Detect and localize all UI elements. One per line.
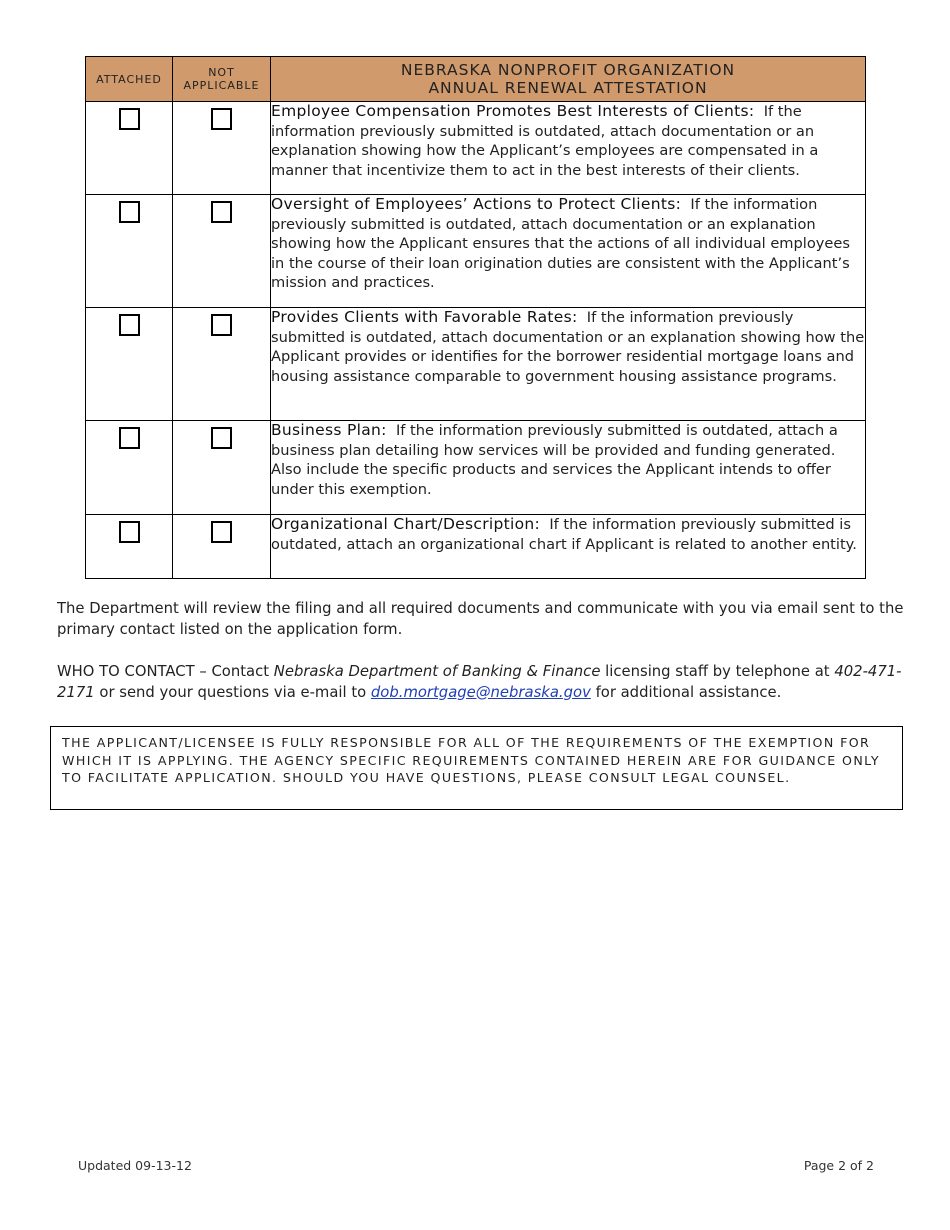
not-applicable-checkbox[interactable] [211,201,232,223]
row-title: Business Plan: [271,421,387,439]
header-title [271,57,866,102]
not-applicable-checkbox[interactable] [211,314,232,336]
row-text: If the information previously submitted is outdated, attach documentation or an explanation showing how the Applicant ensures that the actions of all individual employees in the course of their loan origination duties are consistent with the Applicant’s mission and practices. [271,196,850,292]
header-not-applicable-line1: NOT [208,66,235,79]
contact-email-lead: or send your questions via e-mail to [99,683,367,701]
review-paragraph: The Department will review the filing and all required documents and communicate with you via email sent to the primary contact listed on the application form. [57,600,904,638]
contact-phone: 402-471-2171 [57,663,902,701]
not-applicable-checkbox[interactable] [211,108,232,130]
disclaimer-notice: THE APPLICANT/LICENSEE IS FULLY RESPONSIBLE FOR ALL OF THE REQUIREMENTS OF THE EXEMPTION FOR WHICH IT IS APPLYING. THE AGENCY SPECIFIC REQUIREMENTS CONTAINED HEREIN ARE FOR GUIDANCE ONLY TO FACILITATE APPLICATION. SHOULD YOU HAVE QUESTIONS, PLEASE CONSULT LEGAL COUNSEL. [50,726,903,810]
contact-middle: licensing staff by telephone at [605,663,830,680]
contact-department: Nebraska Department of Banking & Finance [273,663,601,680]
not-applicable-checkbox[interactable] [211,427,232,449]
table-header-row [86,57,866,102]
row-description [271,421,866,515]
row-description [271,102,866,195]
table-row [86,308,866,421]
footer-page-number: Page 2 of 2 [803,1158,874,1173]
not-applicable-checkbox[interactable] [211,521,232,543]
row-description [271,308,866,421]
row-text: If the information previously submitted is outdated, attach documentation or an explanation showing how the Applicant provides or identifies for the borrower residential mortgage loans and housing assistance comparable to government housing assistance programs. [271,309,865,385]
attestation-table [85,56,866,579]
row-description [271,515,866,579]
row-text: If the information previously submitted is outdated, attach documentation or an explanation showing how the Applicant’s employees are compensated in a manner that incentivize them to act in the best interests of their clients. [271,103,819,179]
row-title: Organizational Chart/Description: [271,515,541,533]
contact-prefix: WHO TO CONTACT – Contact [57,663,270,680]
row-text: If the information previously submitted is outdated, attach a business plan detailing how services will be provided and funding generated. Also include the specific products and services the Applicant intends to offer under this exemption. [271,422,838,498]
row-title: Oversight of Employees’ Actions to Protect Clients: [271,195,682,213]
table-row [86,421,866,515]
header-not-applicable-line2: APPLICABLE [183,79,260,92]
row-title: Employee Compensation Promotes Best Interests of Clients: [271,102,755,120]
table-row [86,195,866,308]
table-row [86,515,866,579]
contact-email-link[interactable]: dob.mortgage@nebraska.gov [370,683,591,701]
row-text: If the information previously submitted is outdated, attach an organizational chart if Applicant is related to another entity. [271,516,857,553]
attached-checkbox[interactable] [119,201,140,223]
attached-checkbox[interactable] [119,427,140,449]
table-row [86,102,866,195]
row-title: Provides Clients with Favorable Rates: [271,308,578,326]
attached-checkbox[interactable] [119,314,140,336]
header-title-line1: NEBRASKA NONPROFIT ORGANIZATION [400,61,736,79]
row-description [271,195,866,308]
attached-checkbox[interactable] [119,108,140,130]
attached-checkbox[interactable] [119,521,140,543]
footer-updated: Updated 09-13-12 [78,1158,192,1173]
header-not-applicable [173,57,271,102]
header-title-line2: ANNUAL RENEWAL ATTESTATION [428,79,708,97]
contact-paragraph [57,662,907,703]
contact-suffix: for additional assistance. [595,683,782,701]
header-attached: ATTACHED [86,57,173,102]
